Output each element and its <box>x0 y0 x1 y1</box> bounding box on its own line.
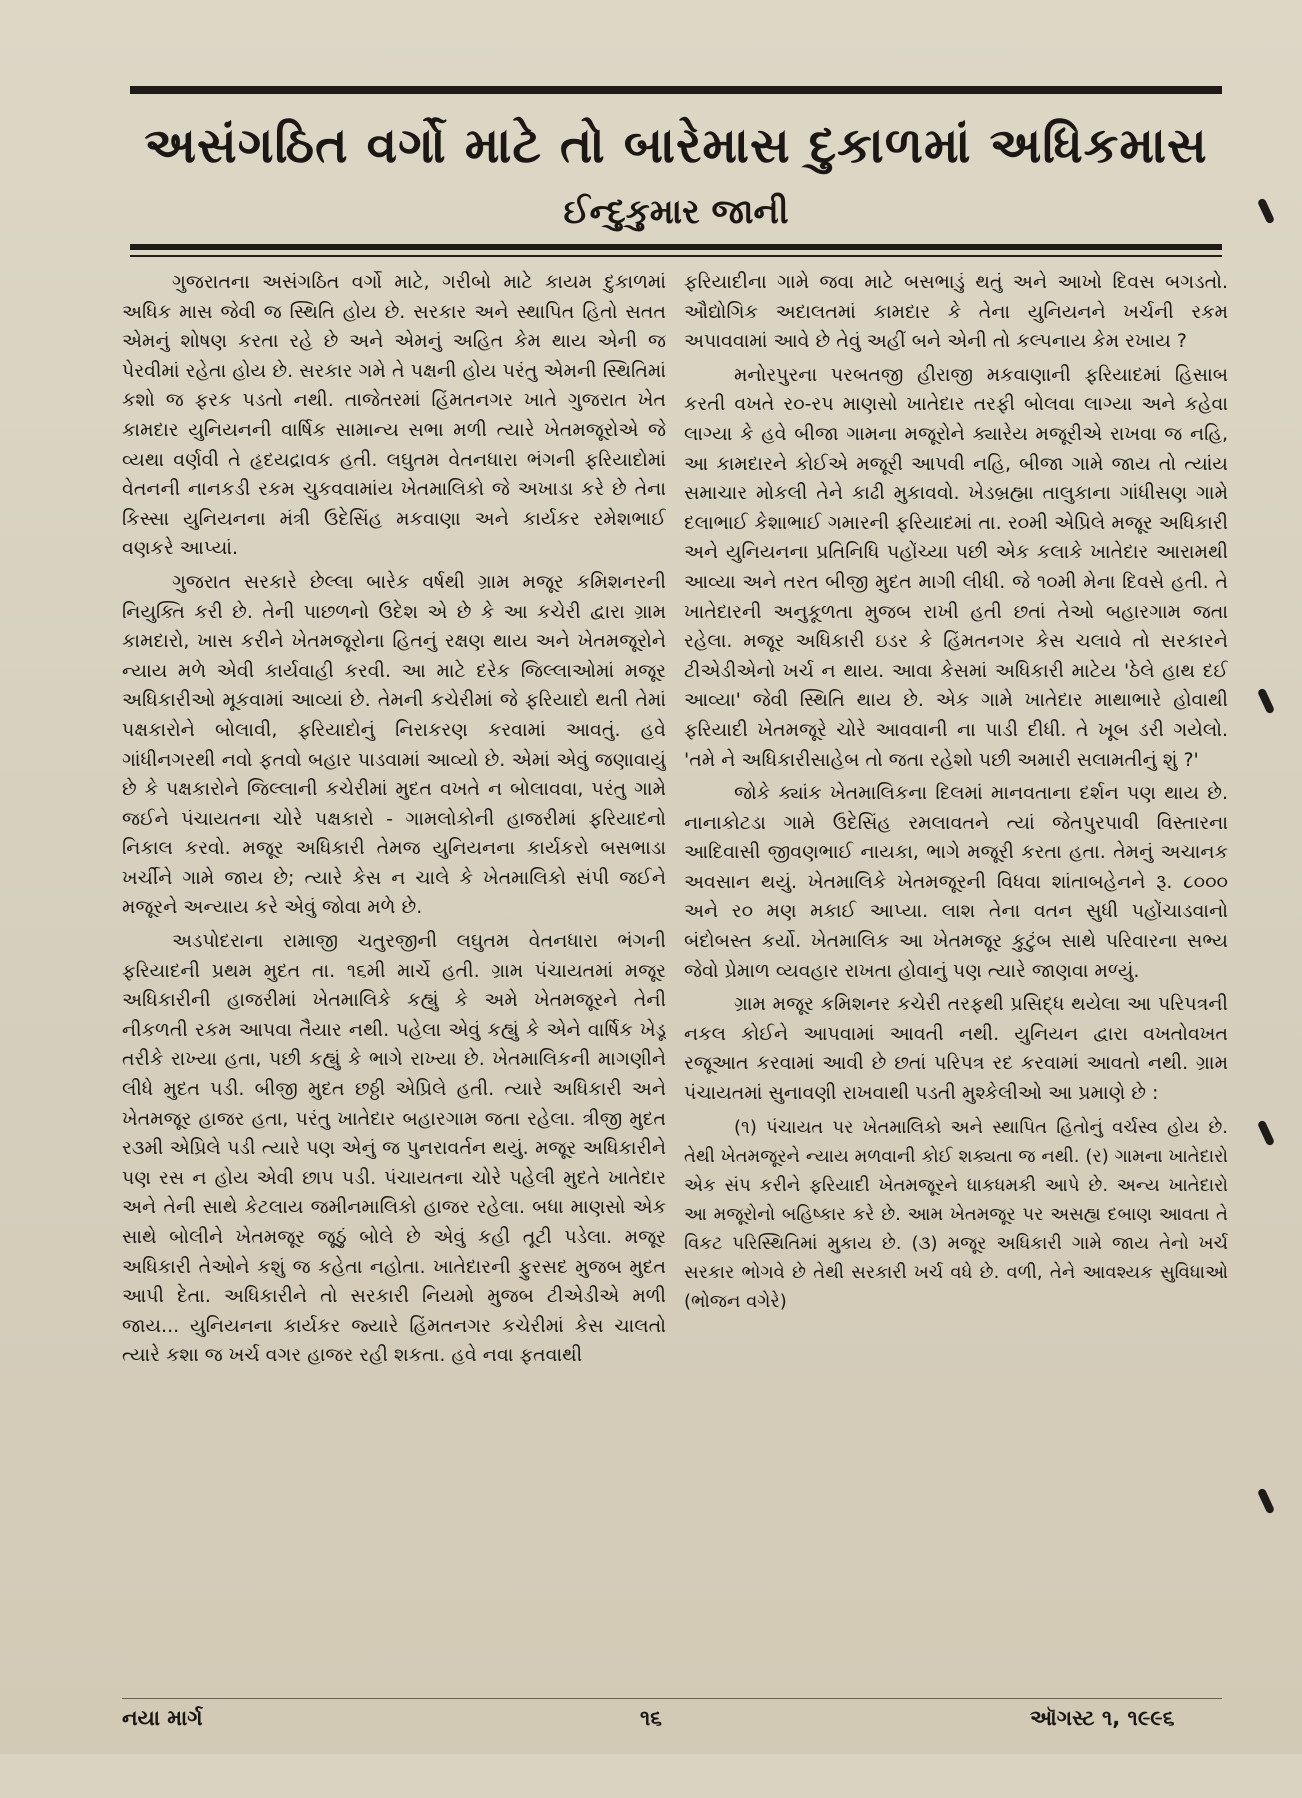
footer-page-number: ૧૬ <box>640 1706 663 1730</box>
paragraph: ફરિયાદીના ગામે જવા માટે બસભાડું થતું અને આખો દિવસ બગડતો. ઔદ્યોગિક અદાલતમાં કામદાર કે તેના યુનિયનને ખર્ચની રકમ અપાવવામાં આવે છે તેવું અહીં બને એની તો કલ્પનાય કેમ રખાય ? <box>684 271 1228 353</box>
margin-mark <box>1257 198 1275 225</box>
header-rule-thick <box>130 244 1222 250</box>
paragraph: (૧) પંચાયત પર ખેતમાલિકો અને સ્થાપિત હિતોનું વર્ચસ્વ હોય છે. તેથી ખેતમજૂરને ન્યાય મળવાની કોઈ શક્યતા જ નથી. (ર) ગામના ખાતેદારો એક સંપ કરીને ફરિયાદી ખેતમજૂરને ધાકધમકી આપે છે. અન્ય ખાતેદારો આ મજૂરોનો બહિષ્કાર કરે છે. આમ ખેતમજૂર પર અસહ્ય દબાણ આવતા તે વિકટ પરિસ્થિતિમાં મુકાય છે. (૩) મજૂર અધિકારી ગામે જાય તેનો ખર્ચ સરકાર ભોગવે છે તેથી સરકારી ખર્ચ વધે છે. વળી, તેને આવશ્યક સુવિધાઓ (ભોજન વગેરે) <box>684 1116 1228 1312</box>
paragraph: ગ્રામ મજૂર કમિશનર કચેરી તરફથી પ્રસિદ્ધ થયેલા આ પરિપત્રની નકલ કોઈને આપવામાં આવતી નથી. યુનિયન દ્વારા વખતોવખત રજૂઆત કરવામાં આવી છે છતાં પરિપત્ર રદ કરવામાં આવતો નથી. ગ્રામ પંચાયતમાં સુનાવણી રાખવાથી પડતી મુશ્કેલીઓ આ પ્રમાણે છે : <box>684 993 1228 1105</box>
paragraph: અડપોદરાના રામાજી ચતુરજીની લઘુતમ વેતનધારા ભંગની ફરિયાદની પ્રથમ મુદત તા. ૧૬મી માર્ચે હતી. ગ્રામ પંચાયતમાં મજૂર અધિકારીની હાજરીમાં ખેતમાલિકે કહ્યું કે અમે ખેતમજૂરને તેની નીકળતી રકમ આપવા તૈયાર નથી. પહેલા એવું કહ્યું કે એને વાર્ષિક ખેડૂ તરીકે રાખ્યા હતા, પછી કહ્યું કે ભાગે રાખ્યા છે. ખેતમાલિકની માગણીને લીધે મુદત પડી. બીજી મુદત છઠ્ઠી એપ્રિલે હતી. ત્યારે અધિકારી અને ખેતમજૂર હાજર હતા, પરંતુ ખાતેદાર બહારગામ જતા રહેલા. ત્રીજી મુદત ર૩મી એપ્રિલે પડી ત્યારે પણ એનું જ પુનરાવર્તન થયું. મજૂર અધિકારીને પણ રસ ન હોય એવી છાપ પડી. પંચાયતના ચોરે પહેલી મુદતે ખાતેદાર અને તેની સાથે કેટલાય જમીનમાલિકો હાજર રહેલા. બધા માણસો એક સાથે બોલીને ખેતમજૂર જૂઠું બોલે છે એવું કહી તૂટી પડેલા. મજૂર અધિકારી તેઓને કશું જ કહેતા નહોતા. ખાતેદારની ફુરસદ મુજબ મુદત આપી દેતા. અધિકારીને તો સરકારી નિયમો મુજબ ટીએડીએ મળી જાય... યુનિયનના કાર્યકર જ્યારે હિંમતનગર કચેરીમાં કેસ ચાલતો ત્યારે કશા જ ખર્ચ વગર હાજર રહી શકતા. હવે નવા ફતવાથી <box>122 930 666 1367</box>
paragraph: ગુજરાત સરકારે છેલ્લા બારેક વર્ષથી ગ્રામ મજૂર કમિશનરની નિયુક્તિ કરી છે. તેની પાછળનો ઉદેશ એ છે કે આ કચેરી દ્વારા ગ્રામ કામદારો, ખાસ કરીને ખેતમજૂરોના હિતનું રક્ષણ થાય અને ખેતમજૂરોને ન્યાય મળે એવી કાર્યવાહી કરવી. આ માટે દરેક જિલ્લાઓમાં મજૂર અધિકારીઓ મૂકવામાં આવ્યાં છે. તેમની કચેરીમાં જે ફરિયાદો થતી તેમાં પક્ષકારોને બોલાવી, ફરિયાદોનું નિરાકરણ કરવામાં આવતું. હવે ગાંધીનગરથી નવો ફતવો બહાર પાડવામાં આવ્યો છે. એમાં એવું જણાવાયું છે કે પક્ષકારોને જિલ્લાની કચેરીમાં મુદત વખતે ન બોલાવવા, પરંતુ ગામે જઈને પંચાયતના ચોરે પક્ષકારો - ગામલોકોની હાજરીમાં ફરિયાદનો નિકાલ કરવો. મજૂર અધિકારી તેમજ યુનિયનના કાર્યકરો બસભાડા ખર્ચીને ગામે જાય છે; ત્યારે કેસ ન ચાલે કે ખેતમાલિકો સંપી જઈને મજૂરને અન્યાય કરે એવું જોવા મળે છે. <box>122 570 666 919</box>
footer-date: ઑગસ્ટ ૧, ૧૯૯૬ <box>1030 1706 1175 1730</box>
right-column <box>684 268 1228 1798</box>
margin-mark <box>1257 688 1275 715</box>
margin-mark <box>1257 1120 1275 1147</box>
article-headline: અસંગઠિત વર્ગો માટે તો બારેમાસ દુકાળમાં અધિકમાસ <box>144 117 1208 174</box>
paragraph: ગુજરાતના અસંગઠિત વર્ગો માટે, ગરીબો માટે કાયમ દુકાળમાં અધિક માસ જેવી જ સ્થિતિ હોય છે. સરકાર અને સ્થાપિત હિતો સતત એમનું શોષણ કરતા રહે છે અને એમનું અહિત કેમ થાય એની જ પેરવીમાં રહેતા હોય છે. સરકાર ગમે તે પક્ષની હોય પરંતુ એમની સ્થિતિમાં કશો જ ફરક પડતો નથી. તાજેતરમાં હિંમતનગર ખાતે ગુજરાત ખેત કામદાર યુનિયનની વાર્ષિક સામાન્ય સભા મળી ત્યારે ખેતમજૂરોએ જે વ્યથા વર્ણવી તે હૃદયદ્રાવક હતી. લઘુતમ વેતનધારા ભંગની ફરિયાદોમાં વેતનની નાનકડી રકમ ચુકવવામાંય ખેતમાલિકો જે અખાડા કરે છે તેના કિસ્સા યુનિયનના મંત્રી ઉદેસિંહ મકવાણા અને કાર્યકર રમેશભાઈ વણકરે આપ્યાં. <box>122 271 666 560</box>
paragraph: જોકે ક્યાંક ખેતમાલિકના દિલમાં માનવતાના દર્શન પણ થાય છે. નાનાકોટડા ગામે ઉદેસિંહ રમલાવતને ત્યાં જેતપુરપાવી વિસ્તારના આદિવાસી જીવણભાઈ નાયકા, ભાગે મજૂરી કરતા હતા. તેમનું અચાનક અવસાન થયું. ખેતમાલિકે ખેતમજૂરની વિધવા શાંતાબહેનને રૂ. ૮૦૦૦ અને ર૦ મણ મકાઈ આપ્યા. લાશ તેના વતન સુધી પહોંચાડવાનો બંદોબસ્ત કર્યો. ખેતમાલિક આ ખેતમજૂર કુટુંબ સાથે પરિવારના સભ્ય જેવો પ્રેમાળ વ્યવહાર રાખતા હોવાનું પણ ત્યારે જાણવા મળ્યું. <box>684 782 1228 982</box>
footer-publication: નયા માર્ગ <box>122 1706 203 1730</box>
footer-rule <box>122 1698 1222 1699</box>
article-author: ઈન્દુકુમાર જાની <box>563 192 789 232</box>
paragraph: મનોરપુરના પરબતજી હીરાજી મકવાણાની ફરિયાદમાં હિસાબ કરતી વખતે ર૦-રપ માણસો ખાતેદાર તરફી બોલવા લાગ્યા અને કહેવા લાગ્યા કે હવે બીજા ગામના મજૂરોને ક્યારેય મજૂરીએ રાખવા જ નહિ, આ કામદારને કોઈએ મજૂરી આપવી નહિ, બીજા ગામે જાય તો ત્યાંય સમાચાર મોકલી તેને કાઢી મુકાવવો. ખેડબ્રહ્મા તાલુકાના ગાંધીસણ ગામે દલાભાઈ કેશાભાઈ ગમારની ફરિયાદમાં તા. ર૦મી એપ્રિલે મજૂર અધિકારી અને યુનિયનના પ્રતિનિધિ પહોંચ્યા પછી એક કલાકે ખાતેદાર આરામથી આવ્યા અને તરત બીજી મુદત માગી લીધી. જે ૧૦મી મેના દિવસે હતી. તે ખાતેદારની અનુકૂળતા મુજબ રાખી હતી છતાં તેઓ બહારગામ જતા રહેલા. મજૂર અધિકારી ઇડર કે હિંમતનગર કેસ ચલાવે તો સરકારને ટીએડીએનો ખર્ચ ન થાય. આવા કેસમાં અધિકારી માટેય 'ઠેલે હાથ દઈ આવ્યા' જેવી સ્થિતિ થાય છે. એક ગામે ખાતેદાર માથાભારે હોવાથી ફરિયાદી ખેતમજૂરે ચોરે આવવાની ના પાડી દીધી. તે ખૂબ ડરી ગયેલો. 'તમે ને અધિકારીસાહેબ તો જતા રહેશો પછી અમારી સલામતીનું શું ?' <box>684 363 1228 771</box>
header-rule-thin <box>130 255 1222 257</box>
left-column <box>122 268 666 1798</box>
margin-mark <box>1257 1488 1275 1515</box>
top-rule <box>130 86 1222 94</box>
